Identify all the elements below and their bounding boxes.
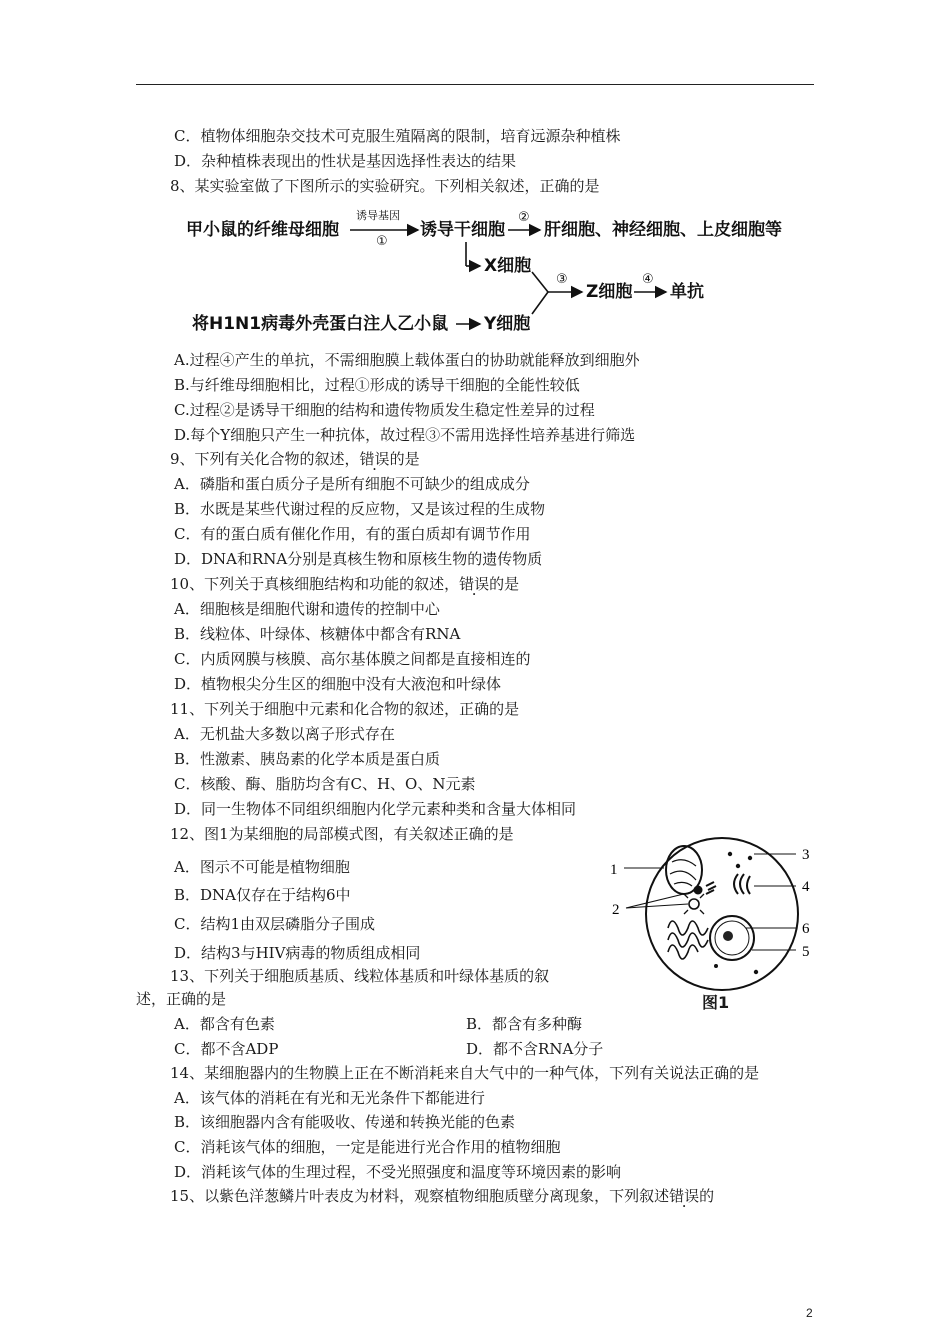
flow-differentiated-cells: 肝细胞、神经细胞、上皮细胞等 <box>544 220 782 240</box>
q12-option-a: A．图示不可能是植物细胞 <box>174 858 350 876</box>
cell-drawing <box>606 832 820 992</box>
q12-option-c: C．结构1由双层磷脂分子围成 <box>174 915 376 933</box>
q13-option-a: A．都含有色素 <box>174 1015 275 1033</box>
q15-stem-tail: 的 <box>699 1187 715 1205</box>
flow-y-cell: Y细胞 <box>484 314 531 334</box>
q14-option-b: B．该细胞器内含有能吸收、传递和转换光能的色素 <box>174 1113 516 1131</box>
q10-stem-emphasis: 错误 <box>459 575 490 593</box>
q12-stem: 12、图1为某细胞的局部模式图，有关叙述正确的是 <box>170 825 514 843</box>
q10-stem-tail: 的是 <box>489 575 520 593</box>
flow-arrow1-label: 诱导基因 <box>356 209 400 222</box>
q10-option-a: A．细胞核是细胞代谢和遗传的控制中心 <box>174 600 440 618</box>
q8-flow-diagram <box>186 200 786 340</box>
q9-stem <box>170 449 420 469</box>
flow-start2: 将H1N1病毒外壳蛋白注人乙小鼠 <box>192 314 449 334</box>
option-d-prev: D．杂种植株表现出的性状是基因选择性表达的结果 <box>174 152 517 170</box>
q14-option-d: D．消耗该气体的生理过程，不受光照强度和温度等环境因素的影响 <box>174 1163 622 1181</box>
q9-option-c: C．有的蛋白质有催化作用，有的蛋白质却有调节作用 <box>174 525 531 543</box>
q8-option-c: C.过程②是诱导干细胞的结构和遗传物质发生稳定性差异的过程 <box>174 401 595 419</box>
q15-stem-text: 15、以紫色洋葱鳞片叶表皮为材料，观察植物细胞质壁分离现象，下列叙述 <box>170 1187 670 1205</box>
flow-start-cell: 甲小鼠的纤维母细胞 <box>186 220 339 240</box>
option-c-prev: C．植物体细胞杂交技术可克服生殖隔离的限制，培育远源杂种植株 <box>174 127 621 145</box>
label-3: 3 <box>802 847 810 863</box>
page-number: 2 <box>806 1306 813 1320</box>
q13-option-c: C．都不含ADP <box>174 1040 279 1058</box>
flow-ips-cell: 诱导干细胞 <box>420 220 505 240</box>
q10-option-d: D．植物根尖分生区的细胞中没有大液泡和叶绿体 <box>174 675 502 693</box>
q15-stem <box>170 1186 714 1206</box>
q11-stem: 11、下列关于细胞中元素和化合物的叙述，正确的是 <box>170 700 520 718</box>
figure-1-cell-diagram <box>606 832 820 1022</box>
q11-option-a: A．无机盐大多数以离子形式存在 <box>174 725 395 743</box>
q8-option-d: D.每个Y细胞只产生一种抗体，故过程③不需用选择性培养基进行筛选 <box>174 426 636 444</box>
flow-antibody: 单抗 <box>670 282 704 302</box>
flow-step3: ③ <box>556 272 568 287</box>
q13-option-b: B．都含有多种酶 <box>466 1015 583 1033</box>
q9-stem-tail: 的是 <box>389 450 420 468</box>
q14-option-a: A．该气体的消耗在有光和无光条件下都能进行 <box>174 1089 485 1107</box>
q8-option-b: B.与纤维母细胞相比，过程①形成的诱导干细胞的全能性较低 <box>174 376 580 394</box>
q10-stem <box>170 574 519 594</box>
flow-step1: ① <box>376 234 388 249</box>
q9-stem-text: 9、下列有关化合物的叙述， <box>170 450 360 468</box>
label-6: 6 <box>802 921 810 937</box>
q10-option-c: C．内质网膜与核膜、高尔基体膜之间都是直接相连的 <box>174 650 531 668</box>
flow-x-cell: X细胞 <box>484 256 532 276</box>
flow-step4: ④ <box>642 272 654 287</box>
flow-z-cell: Z细胞 <box>586 282 633 302</box>
label-2: 2 <box>612 902 620 918</box>
q13-option-d: D．都不含RNA分子 <box>466 1040 604 1058</box>
q11-option-d: D．同一生物体不同组织细胞内化学元素种类和含量大体相同 <box>174 800 577 818</box>
q11-option-b: B．性激素、胰岛素的化学本质是蛋白质 <box>174 750 441 768</box>
q10-stem-text: 10、下列关于真核细胞结构和功能的叙述， <box>170 575 460 593</box>
q9-option-a: A．磷脂和蛋白质分子是所有细胞不可缺少的组成成分 <box>174 475 530 493</box>
q8-stem: 8、某实验室做了下图所示的实验研究。下列相关叙述，正确的是 <box>170 177 600 195</box>
q15-stem-emphasis: 错误 <box>669 1187 700 1205</box>
q13-stem-line1: 13、下列关于细胞质基质、线粒体基质和叶绿体基质的叙 <box>170 967 550 985</box>
q10-option-b: B．线粒体、叶绿体、核糖体中都含有RNA <box>174 625 461 643</box>
q8-option-a: A.过程④产生的单抗，不需细胞膜上载体蛋白的协助就能释放到细胞外 <box>174 351 640 369</box>
q13-stem-line2: 述，正确的是 <box>136 990 227 1008</box>
header-rule <box>136 84 814 85</box>
label-5: 5 <box>802 944 810 960</box>
q14-stem: 14、某细胞器内的生物膜上正在不断消耗来自大气中的一种气体，下列有关说法正确的是 <box>170 1064 760 1082</box>
q12-option-b: B．DNA仅存在于结构6中 <box>174 886 351 904</box>
figure-caption: 图1 <box>702 993 730 1012</box>
label-1: 1 <box>610 862 618 878</box>
q9-option-b: B．水既是某些代谢过程的反应物，又是该过程的生成物 <box>174 500 546 518</box>
flow-step2: ② <box>518 210 530 225</box>
q9-stem-emphasis: 错误 <box>359 450 390 468</box>
q11-option-c: C．核酸、酶、脂肪均含有C、H、O、N元素 <box>174 775 476 793</box>
q9-option-d: D．DNA和RNA分别是真核生物和原核生物的遗传物质 <box>174 550 543 568</box>
label-4: 4 <box>802 879 810 895</box>
q14-option-c: C．消耗该气体的细胞，一定是能进行光合作用的植物细胞 <box>174 1138 561 1156</box>
q12-option-d: D．结构3与HIV病毒的物质组成相同 <box>174 944 421 962</box>
